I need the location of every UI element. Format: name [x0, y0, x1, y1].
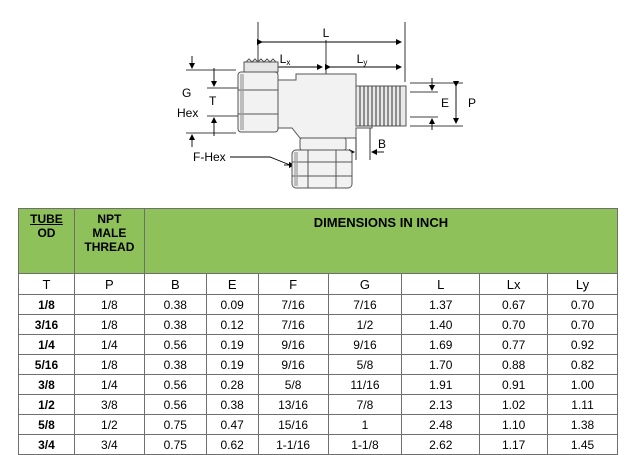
- table-cell: 1.40: [402, 315, 480, 335]
- tube-header-line2: OD: [37, 226, 56, 240]
- npt-header-line2: MALE: [92, 226, 127, 240]
- table-cell: 3/4: [74, 435, 144, 455]
- table-cell: 0.62: [206, 435, 258, 455]
- table-cell: 0.47: [206, 415, 258, 435]
- dim-label-Lx: Lx: [279, 52, 291, 67]
- table-cell: 1.17: [480, 435, 548, 455]
- table-cell: 1: [328, 415, 402, 435]
- table-cell: 0.19: [206, 355, 258, 375]
- symbol-cell: P: [74, 274, 144, 295]
- fitting-drawing: [0, 0, 633, 205]
- symbol-cell: Ly: [548, 274, 618, 295]
- table-cell: 9/16: [258, 335, 328, 355]
- table-cell: 0.38: [144, 315, 206, 335]
- table-cell: 0.38: [144, 355, 206, 375]
- dimensions-table: [18, 208, 618, 455]
- table-cell: 1/4: [74, 375, 144, 395]
- table-cell: 0.88: [480, 355, 548, 375]
- table-cell: 2.48: [402, 415, 480, 435]
- table-cell: 1/8: [74, 295, 144, 315]
- table-cell: 0.75: [144, 415, 206, 435]
- npt-header-line3: THREAD: [84, 240, 135, 254]
- symbol-cell: G: [328, 274, 402, 295]
- table-cell: 0.38: [144, 295, 206, 315]
- table-cell: 1-1/8: [328, 435, 402, 455]
- table-cell: 2.13: [402, 395, 480, 415]
- table-cell: 5/16: [19, 355, 75, 375]
- table-cell: 3/16: [19, 315, 75, 335]
- table-row: [19, 315, 618, 335]
- table-cell: 0.91: [480, 375, 548, 395]
- table-cell: 0.67: [480, 295, 548, 315]
- table-cell: 1.00: [548, 375, 618, 395]
- table-cell: 5/8: [328, 355, 402, 375]
- table-cell: 0.09: [206, 295, 258, 315]
- table-cell: 2.62: [402, 435, 480, 455]
- table-cell: 9/16: [328, 335, 402, 355]
- table-cell: 13/16: [258, 395, 328, 415]
- table-cell: 1.69: [402, 335, 480, 355]
- dim-label-G: G: [182, 86, 192, 100]
- dim-label-B: B: [378, 137, 387, 151]
- table-cell: 1.91: [402, 375, 480, 395]
- table-cell: 3/8: [74, 395, 144, 415]
- dim-label-P: P: [468, 96, 477, 110]
- table-cell: 11/16: [328, 375, 402, 395]
- table-cell: 1.70: [402, 355, 480, 375]
- table-cell: 0.38: [206, 395, 258, 415]
- table-cell: 0.19: [206, 335, 258, 355]
- dim-label-T: T: [209, 94, 217, 108]
- table-row: [19, 355, 618, 375]
- table-cell: 7/16: [328, 295, 402, 315]
- table-cell: 1.02: [480, 395, 548, 415]
- table-cell: 0.70: [548, 315, 618, 335]
- table-cell: 0.56: [144, 335, 206, 355]
- table-cell: 1/2: [328, 315, 402, 335]
- dim-label-Hex: Hex: [177, 106, 199, 120]
- table-cell: 0.56: [144, 395, 206, 415]
- table-cell: 15/16: [258, 415, 328, 435]
- dimensions-header: DIMENSIONS IN INCH: [144, 209, 617, 274]
- tube-header-line1: TUBE: [30, 212, 63, 226]
- table-cell: 1.38: [548, 415, 618, 435]
- symbol-cell: T: [19, 274, 75, 295]
- symbol-cell: F: [258, 274, 328, 295]
- table-cell: 3/4: [19, 435, 75, 455]
- table-row: [19, 295, 618, 315]
- table-cell: 1.10: [480, 415, 548, 435]
- symbol-cell: B: [144, 274, 206, 295]
- table-cell: 0.70: [480, 315, 548, 335]
- table-header-row: [19, 209, 618, 274]
- symbol-cell: Lx: [480, 274, 548, 295]
- table-cell: 0.75: [144, 435, 206, 455]
- table-cell: 1/4: [19, 335, 75, 355]
- table-cell: 1/8: [74, 315, 144, 335]
- table-cell: 1/4: [74, 335, 144, 355]
- tube-od-header: [19, 209, 75, 274]
- dim-label-L: L: [322, 26, 330, 40]
- npt-header-line1: NPT: [97, 212, 122, 226]
- npt-thread-header: [74, 209, 144, 274]
- table-row: [19, 395, 618, 415]
- dim-label-Ly: Ly: [356, 52, 368, 67]
- table-cell: 1.45: [548, 435, 618, 455]
- symbol-row: [19, 274, 618, 295]
- table-row: [19, 335, 618, 355]
- table-cell: 0.77: [480, 335, 548, 355]
- table-row: [19, 415, 618, 435]
- symbol-cell: E: [206, 274, 258, 295]
- table-cell: 1/8: [19, 295, 75, 315]
- dim-label-FHex: F-Hex: [193, 150, 226, 164]
- table-cell: 5/8: [258, 375, 328, 395]
- table-cell: 9/16: [258, 355, 328, 375]
- table-cell: 7/16: [258, 315, 328, 335]
- table-cell: 1.11: [548, 395, 618, 415]
- table-cell: 0.56: [144, 375, 206, 395]
- table-cell: 5/8: [19, 415, 75, 435]
- table-cell: 0.92: [548, 335, 618, 355]
- table-cell: 0.12: [206, 315, 258, 335]
- table-cell: 1/2: [74, 415, 144, 435]
- table-cell: 1-1/16: [258, 435, 328, 455]
- symbol-cell: L: [402, 274, 480, 295]
- table-cell: 1/2: [19, 395, 75, 415]
- table-cell: 0.82: [548, 355, 618, 375]
- table-cell: 0.28: [206, 375, 258, 395]
- table-row: [19, 375, 618, 395]
- table-cell: 7/16: [258, 295, 328, 315]
- table-cell: 7/8: [328, 395, 402, 415]
- table-cell: 0.70: [548, 295, 618, 315]
- dim-label-E: E: [441, 96, 450, 110]
- table-row: [19, 435, 618, 455]
- table-cell: 1/8: [74, 355, 144, 375]
- table-cell: 3/8: [19, 375, 75, 395]
- table-cell: 1.37: [402, 295, 480, 315]
